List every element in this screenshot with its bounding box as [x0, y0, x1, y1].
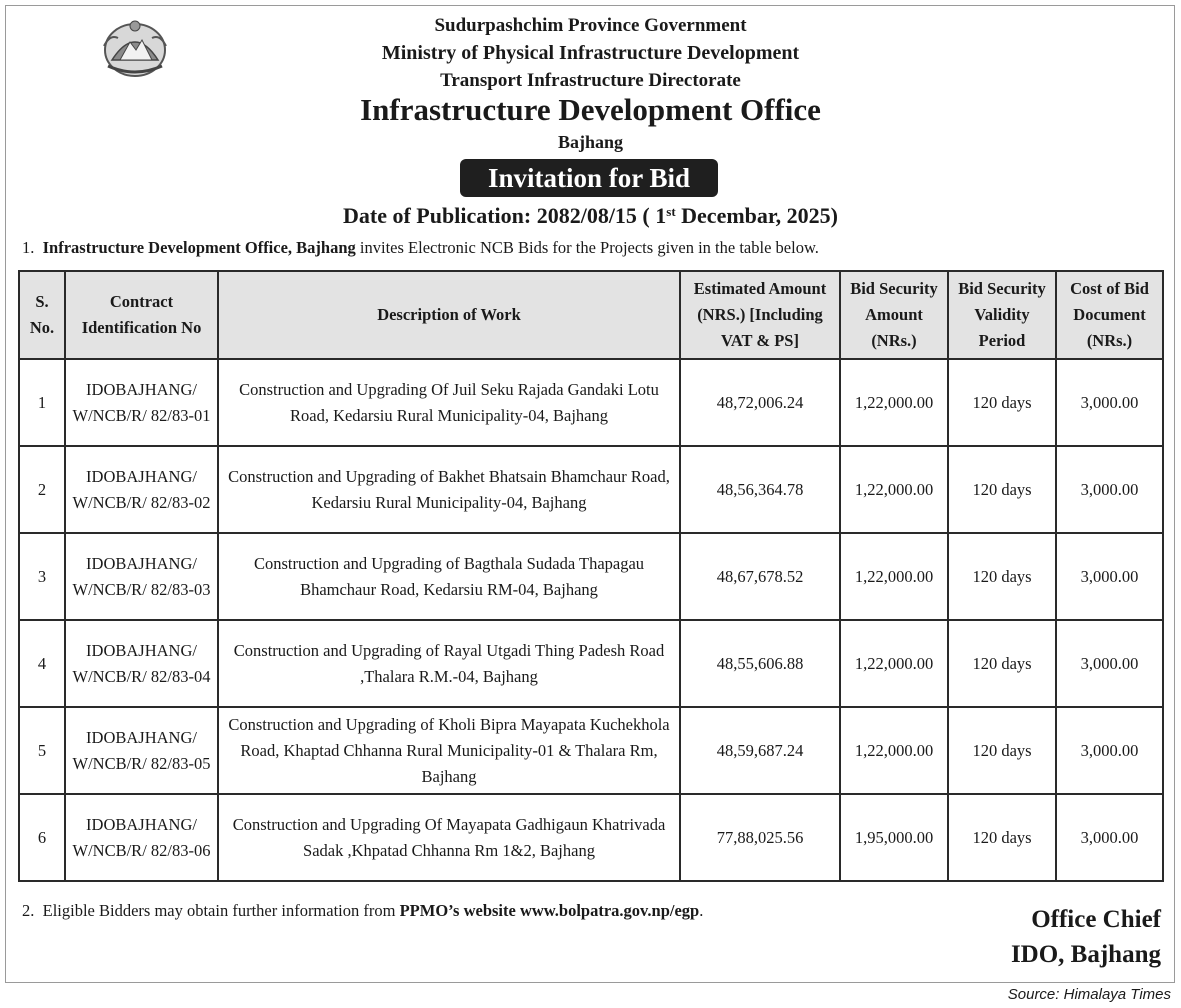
note-2-text: Eligible Bidders may obtain further information from: [42, 901, 400, 920]
cell-sn: 5: [19, 707, 65, 794]
header-contract-id: Contract Identification No: [65, 271, 218, 359]
cell-bid-security-amount: 1,22,000.00: [840, 620, 948, 707]
office-title: Infrastructure Development Office: [360, 92, 821, 127]
note-2-number: 2.: [22, 901, 35, 920]
publication-date: [0, 203, 1181, 229]
header-sn: S. No.: [19, 271, 65, 359]
header-cost-of-bid-document: Cost of Bid Document (NRs.): [1056, 271, 1163, 359]
cell-estimated-amount: 48,59,687.24: [680, 707, 840, 794]
table-row: [19, 707, 1163, 794]
cell-sn: 6: [19, 794, 65, 881]
cell-bid-security-validity: 120 days: [948, 794, 1056, 881]
note-2: [22, 901, 703, 921]
note-2-ppmo: PPMO’s: [399, 901, 460, 920]
header-description: Description of Work: [218, 271, 680, 359]
cell-sn: 1: [19, 359, 65, 446]
cell-description: Construction and Upgrading of Kholi Bipra Mayapata Kuchekhola Road, Khaptad Chhanna Rural Municipality-01 & Thalara Rm, Bajhang: [218, 707, 680, 794]
cell-contract-id: IDOBAJHANG/ W/NCB/R/ 82/83-06: [65, 794, 218, 881]
cell-cost-of-bid-document: 3,000.00: [1056, 794, 1163, 881]
directorate-name: Transport Infrastructure Directorate: [440, 70, 741, 91]
cell-estimated-amount: 48,72,006.24: [680, 359, 840, 446]
table-row: [19, 359, 1163, 446]
cell-estimated-amount: 77,88,025.56: [680, 794, 840, 881]
cell-description: Construction and Upgrading of Bagthala Sudada Thapagau Bhamchaur Road, Kedarsiu RM-04, Bajhang: [218, 533, 680, 620]
header-estimated-amount: Estimated Amount (NRS.) [Including VAT & PS]: [680, 271, 840, 359]
note-1-text: invites Electronic NCB Bids for the Projects given in the table below.: [355, 238, 819, 257]
ministry-name: Ministry of Physical Infrastructure Development: [381, 42, 800, 64]
cell-estimated-amount: 48,67,678.52: [680, 533, 840, 620]
cell-bid-security-validity: 120 days: [948, 620, 1056, 707]
header-bid-security-validity: Bid Security Validity Period: [948, 271, 1056, 359]
note-2-period: .: [699, 901, 704, 920]
cell-sn: 4: [19, 620, 65, 707]
cell-description: Construction and Upgrading Of Juil Seku Rajada Gandaki Lotu Road, Kedarsiu Rural Municipality-04, Bajhang: [218, 359, 680, 446]
cell-cost-of-bid-document: 3,000.00: [1056, 359, 1163, 446]
cell-bid-security-validity: 120 days: [948, 446, 1056, 533]
cell-sn: 3: [19, 533, 65, 620]
cell-description: Construction and Upgrading of Rayal Utgadi Thing Padesh Road ,Thalara R.M.-04, Bajhang: [218, 620, 680, 707]
cell-contract-id: IDOBAJHANG/ W/NCB/R/ 82/83-03: [65, 533, 218, 620]
cell-estimated-amount: 48,55,606.88: [680, 620, 840, 707]
cell-description: Construction and Upgrading Of Mayapata Gadhigaun Khatrivada Sadak ,Khpatad Chhanna Rm 1&2, Bajhang: [218, 794, 680, 881]
cell-bid-security-amount: 1,22,000.00: [840, 446, 948, 533]
office-location: Bajhang: [557, 132, 624, 152]
pub-date-prefix: Date of Publication: 2082/08/15 ( 1: [343, 203, 667, 228]
bid-table: [18, 270, 1164, 882]
cell-bid-security-amount: 1,22,000.00: [840, 707, 948, 794]
cell-description: Construction and Upgrading of Bakhet Bhatsain Bhamchaur Road, Kedarsiu Rural Municipality-04, Bajhang: [218, 446, 680, 533]
header-bid-security-amount: Bid Security Amount (NRs.): [840, 271, 948, 359]
signature-office: IDO, Bajhang: [1010, 941, 1161, 968]
note-2-website: website www.bolpatra.gov.np/egp: [459, 901, 700, 920]
source-credit: Source: Himalaya Times: [1007, 986, 1171, 1003]
cell-cost-of-bid-document: 3,000.00: [1056, 446, 1163, 533]
cell-estimated-amount: 48,56,364.78: [680, 446, 840, 533]
cell-bid-security-validity: 120 days: [948, 707, 1056, 794]
cell-bid-security-amount: 1,22,000.00: [840, 533, 948, 620]
note-1-number: 1.: [22, 238, 35, 257]
signature-title: Office Chief: [1031, 906, 1161, 933]
cell-contract-id: IDOBAJHANG/ W/NCB/R/ 82/83-02: [65, 446, 218, 533]
cell-cost-of-bid-document: 3,000.00: [1056, 707, 1163, 794]
note-1: [22, 238, 819, 258]
table-row: [19, 533, 1163, 620]
table-row: [19, 794, 1163, 881]
cell-bid-security-validity: 120 days: [948, 359, 1056, 446]
note-1-office: Infrastructure Development Office, Bajhang: [42, 238, 356, 257]
cell-contract-id: IDOBAJHANG/ W/NCB/R/ 82/83-01: [65, 359, 218, 446]
cell-contract-id: IDOBAJHANG/ W/NCB/R/ 82/83-04: [65, 620, 218, 707]
pub-date-suffix: Decembar, 2025): [675, 203, 838, 228]
pub-date-superscript: st: [666, 204, 676, 219]
table-header-row: [19, 271, 1163, 359]
invitation-badge: Invitation for Bid: [460, 159, 718, 197]
cell-cost-of-bid-document: 3,000.00: [1056, 620, 1163, 707]
cell-contract-id: IDOBAJHANG/ W/NCB/R/ 82/83-05: [65, 707, 218, 794]
province-government: Sudurpashchim Province Government: [434, 15, 747, 36]
cell-bid-security-validity: 120 days: [948, 533, 1056, 620]
cell-bid-security-amount: 1,22,000.00: [840, 359, 948, 446]
cell-sn: 2: [19, 446, 65, 533]
table-row: [19, 446, 1163, 533]
cell-bid-security-amount: 1,95,000.00: [840, 794, 948, 881]
table-row: [19, 620, 1163, 707]
cell-cost-of-bid-document: 3,000.00: [1056, 533, 1163, 620]
